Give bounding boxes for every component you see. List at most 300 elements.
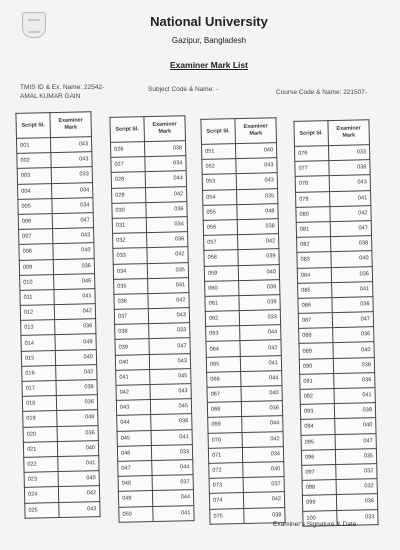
examiner-mark: 043 [236, 158, 277, 174]
table-row [22, 364, 97, 381]
examiner-mark: 034 [52, 197, 93, 213]
examiner-mark: 035 [147, 262, 188, 278]
examiner-mark: 036 [333, 327, 374, 343]
table-row [115, 353, 190, 370]
script-number: 060 [205, 280, 239, 296]
examiner-mark: 044 [152, 460, 193, 476]
table-row [113, 262, 188, 279]
table-row [112, 186, 187, 203]
table-row [24, 486, 99, 503]
script-number: 065 [206, 356, 240, 372]
script-number: 047 [118, 460, 152, 476]
table-row [201, 143, 276, 160]
table-row [202, 158, 277, 175]
examiner-mark: 045 [150, 368, 191, 384]
script-number: 001 [16, 138, 50, 154]
examiner-mark: 037 [243, 477, 284, 493]
table-row [20, 304, 95, 321]
script-number: 011 [20, 289, 54, 305]
table-row [202, 173, 277, 190]
examiner-mark: 036 [334, 372, 375, 388]
examiner-mark: 038 [329, 160, 370, 176]
examiner-mark: 036 [331, 266, 372, 282]
script-number: 027 [111, 157, 145, 173]
table-row [204, 234, 279, 251]
examiner-mark: 042 [240, 340, 281, 356]
script-number: 057 [204, 235, 238, 251]
table-header-row [110, 116, 186, 143]
table-row [21, 349, 96, 366]
script-number: 056 [203, 220, 237, 236]
examiner-mark: 043 [150, 384, 191, 400]
table-row [207, 386, 282, 403]
script-number: 084 [297, 267, 331, 283]
table-row [20, 273, 95, 290]
script-number: 085 [298, 282, 332, 298]
examiner-mark: 040 [238, 264, 279, 280]
script-number: 074 [209, 493, 243, 509]
table-row [298, 297, 373, 314]
examiner-mark: 038 [144, 141, 185, 157]
table-row [116, 399, 191, 416]
script-header: Script Sl. [110, 117, 145, 143]
examiner-mark: 036 [57, 425, 98, 441]
table-row [18, 182, 93, 199]
script-number: 028 [111, 172, 145, 188]
signature-label: Examiner's Signature & Date [273, 521, 357, 528]
table-row [117, 429, 192, 446]
examiner-mark: 040 [243, 462, 284, 478]
table-row [112, 201, 187, 218]
script-number: 012 [20, 305, 54, 321]
mark-header: Examiner Mark [144, 116, 186, 142]
table-header-row [294, 120, 370, 147]
examiner-mark: 042 [243, 492, 284, 508]
table-row [297, 266, 372, 283]
table-row [207, 401, 282, 418]
examiner-mark: 039 [239, 279, 280, 295]
examiner-mark: 034 [52, 182, 93, 198]
table-row [205, 295, 280, 312]
examiner-mark: 045 [150, 399, 191, 415]
examiner-mark: 040 [235, 143, 276, 159]
university-location: Gazipur, Bangladesh [171, 36, 247, 45]
table-row [301, 433, 376, 450]
examiner-mark: 036 [147, 232, 188, 248]
table-row [302, 464, 377, 481]
script-number: 088 [299, 328, 333, 344]
table-row [206, 325, 281, 342]
table-row [294, 145, 369, 162]
examiner-mark: 047 [52, 213, 93, 229]
script-number: 069 [208, 417, 242, 433]
script-number: 089 [299, 343, 333, 359]
script-number: 023 [24, 472, 58, 488]
table-row [297, 236, 372, 253]
script-number: 054 [203, 189, 237, 205]
examiner-mark: 042 [242, 431, 283, 447]
table-row [206, 340, 281, 357]
examiner-mark: 042 [330, 205, 371, 221]
table-row [209, 477, 284, 494]
examiner-mark: 033 [328, 145, 369, 161]
table-row [25, 501, 100, 518]
examiner-mark: 043 [53, 228, 94, 244]
table-row [119, 505, 194, 522]
table-row [297, 251, 372, 268]
script-number: 090 [299, 358, 333, 374]
script-number: 046 [117, 445, 151, 461]
table-row [299, 327, 374, 344]
examiner-mark: 048 [57, 410, 98, 426]
table-row [209, 492, 284, 509]
examiner-mark: 039 [244, 507, 285, 523]
script-number: 066 [207, 371, 241, 387]
script-number: 093 [300, 404, 334, 420]
script-number: 080 [296, 206, 330, 222]
table-row [114, 277, 189, 294]
table-row [295, 175, 370, 192]
examiner-mark: 041 [148, 277, 189, 293]
script-number: 039 [115, 339, 149, 355]
examiner-mark: 049 [55, 334, 96, 350]
table-row [203, 219, 278, 236]
examiner-mark: 047 [332, 312, 373, 328]
table-row [118, 490, 193, 507]
script-number: 048 [118, 476, 152, 492]
table-row [204, 264, 279, 281]
examiner-mark: 042 [147, 247, 188, 263]
examiner-mark: 047 [149, 338, 190, 354]
examiner-mark: 038 [237, 219, 278, 235]
script-number: 045 [117, 430, 151, 446]
script-number: 070 [208, 432, 242, 448]
examiner-mark: 044 [240, 325, 281, 341]
table-row [114, 308, 189, 325]
examiner-mark: 044 [145, 171, 186, 187]
examiner-mark: 041 [58, 456, 99, 472]
examiner-mark: 033 [239, 310, 280, 326]
table-row [302, 479, 377, 496]
table-row [19, 228, 94, 245]
examiner-mark: 034 [242, 446, 283, 462]
table-row [17, 152, 92, 169]
script-number: 017 [22, 381, 56, 397]
mark-table [200, 117, 285, 524]
table-row [301, 448, 376, 465]
examiner-mark: 034 [146, 217, 187, 233]
table-row [23, 440, 98, 457]
script-number: 008 [19, 244, 53, 260]
examiner-mark: 044 [152, 490, 193, 506]
examiner-mark: 048 [237, 203, 278, 219]
script-number: 075 [210, 508, 244, 524]
table-row [208, 416, 283, 433]
script-number: 019 [23, 411, 57, 427]
script-number: 050 [119, 506, 153, 522]
examiner-mark: 041 [334, 388, 375, 404]
script-number: 042 [116, 385, 150, 401]
table-row [296, 190, 371, 207]
table-row [111, 171, 186, 188]
examiner-mark: 040 [53, 243, 94, 259]
examiner-mark: 035 [335, 448, 376, 464]
script-number: 072 [209, 462, 243, 478]
examiner-mark: 041 [240, 355, 281, 371]
examiner-mark: 043 [236, 173, 277, 189]
script-number: 067 [207, 387, 241, 403]
script-number: 041 [116, 369, 150, 385]
script-number: 095 [301, 434, 335, 450]
script-number: 007 [19, 229, 53, 245]
script-number: 033 [113, 248, 147, 264]
examiner-mark: 038 [333, 357, 374, 373]
script-number: 043 [116, 400, 150, 416]
script-header: Script Sl. [294, 121, 329, 147]
table-row [24, 456, 99, 473]
examiner-mark: 043 [51, 152, 92, 168]
table-row [115, 323, 190, 340]
table-row [300, 372, 375, 389]
examiner-mark: 036 [241, 401, 282, 417]
script-number: 087 [298, 313, 332, 329]
script-number: 025 [25, 502, 59, 518]
examiner-mark: 038 [331, 236, 372, 252]
script-number: 082 [297, 237, 331, 253]
examiner-mark: 035 [237, 188, 278, 204]
script-header: Script Sl. [16, 113, 51, 139]
script-number: 022 [24, 456, 58, 472]
script-number: 049 [118, 491, 152, 507]
examiner-mark: 046 [54, 273, 95, 289]
script-header: Script Sl. [201, 119, 236, 145]
script-number: 059 [204, 265, 238, 281]
examiner-mark: 036 [151, 414, 192, 430]
mark-header: Examiner Mark [235, 118, 277, 144]
script-number: 062 [205, 311, 239, 327]
examiner-mark: 040 [335, 418, 376, 434]
examiner-mark: 040 [241, 386, 282, 402]
examiner-mark: 040 [331, 251, 372, 267]
table-row [209, 462, 284, 479]
table-row [296, 221, 371, 238]
script-number: 005 [18, 198, 52, 214]
script-number: 063 [206, 326, 240, 342]
examiner-mark: 043 [148, 308, 189, 324]
script-number: 071 [208, 447, 242, 463]
script-number: 096 [301, 449, 335, 465]
script-number: 092 [300, 389, 334, 405]
examiner-mark: 039 [334, 403, 375, 419]
script-number: 010 [20, 274, 54, 290]
examiner-mark: 041 [332, 281, 373, 297]
script-number: 078 [295, 176, 329, 192]
script-number: 016 [22, 365, 56, 381]
script-number: 040 [115, 354, 149, 370]
script-number: 021 [23, 441, 57, 457]
examiner-mark: 043 [50, 137, 91, 153]
script-number: 006 [18, 214, 52, 230]
examiner-mark: 033 [337, 509, 378, 525]
course-code-label: Course Code & Name: 221507- [276, 89, 368, 96]
table-row [23, 425, 98, 442]
examiner-mark: 041 [330, 190, 371, 206]
script-number: 030 [112, 202, 146, 218]
examiner-mark: 041 [151, 429, 192, 445]
script-number: 061 [205, 295, 239, 311]
mark-header: Examiner Mark [328, 120, 370, 146]
examiner-mark: 043 [329, 175, 370, 191]
table-row [24, 471, 99, 488]
script-number: 051 [201, 144, 235, 160]
script-number: 100 [303, 510, 337, 526]
script-number: 053 [202, 174, 236, 190]
examiner-mark: 033 [149, 323, 190, 339]
table-row [111, 156, 186, 173]
script-number: 081 [296, 222, 330, 238]
table-row [19, 258, 94, 275]
table-row [117, 444, 192, 461]
examiner-mark: 041 [153, 505, 194, 521]
table-row [22, 380, 97, 397]
script-number: 068 [207, 402, 241, 418]
script-number: 055 [203, 204, 237, 220]
script-number: 036 [114, 293, 148, 309]
table-row [19, 243, 94, 260]
university-title: National University [150, 14, 268, 29]
examiner-mark: 036 [332, 297, 373, 313]
table-row [118, 475, 193, 492]
script-number: 038 [115, 324, 149, 340]
examiner-mark: 041 [54, 289, 95, 305]
table-row [21, 319, 96, 336]
table-row [296, 205, 371, 222]
script-number: 014 [21, 335, 55, 351]
mark-table [109, 115, 194, 522]
examiner-mark: 039 [56, 380, 97, 396]
script-number: 099 [302, 495, 336, 511]
examiner-mark: 036 [336, 494, 377, 510]
examiner-mark: 036 [56, 395, 97, 411]
examiner-mark: 044 [242, 416, 283, 432]
table-row [113, 247, 188, 264]
script-number: 029 [112, 187, 146, 203]
script-number: 009 [19, 259, 53, 275]
script-number: 020 [23, 426, 57, 442]
script-number: 034 [113, 263, 147, 279]
script-number: 083 [297, 252, 331, 268]
examiner-mark: 043 [59, 501, 100, 517]
subject-code-label: Subject Code & Name: - [148, 86, 219, 93]
table-row [116, 384, 191, 401]
examiner-mark: 039 [238, 249, 279, 265]
table-row [299, 342, 374, 359]
examiner-mark: 042 [238, 234, 279, 250]
script-number: 076 [294, 146, 328, 162]
examiner-mark: 040 [333, 342, 374, 358]
script-number: 002 [17, 153, 51, 169]
table-row [298, 312, 373, 329]
script-number: 086 [298, 297, 332, 313]
script-number: 079 [296, 191, 330, 207]
mark-table [293, 119, 378, 526]
table-row [208, 446, 283, 463]
examiner-mark: 036 [146, 201, 187, 217]
script-number: 052 [202, 159, 236, 175]
examiner-mark: 033 [151, 444, 192, 460]
script-number: 098 [302, 480, 336, 496]
examiner-mark: 040 [57, 440, 98, 456]
script-number: 097 [302, 464, 336, 480]
table-row [16, 137, 91, 154]
examiner-mark: 042 [148, 293, 189, 309]
table-row [18, 213, 93, 230]
script-number: 003 [17, 168, 51, 184]
table-row [299, 357, 374, 374]
table-row [300, 403, 375, 420]
script-number: 015 [21, 350, 55, 366]
table-row [298, 281, 373, 298]
table-row [301, 418, 376, 435]
examiner-mark: 033 [51, 167, 92, 183]
tmis-id-label: TMIS ID & Ex. Name: 22542- [20, 84, 105, 91]
table-row [21, 334, 96, 351]
script-number: 094 [301, 419, 335, 435]
examiner-mark: 040 [55, 349, 96, 365]
table-row [112, 217, 187, 234]
table-row [110, 141, 185, 158]
script-number: 024 [24, 487, 58, 503]
script-number: 073 [209, 478, 243, 494]
script-number: 044 [117, 415, 151, 431]
script-number: 004 [18, 183, 52, 199]
script-number: 077 [295, 161, 329, 177]
script-number: 064 [206, 341, 240, 357]
examiner-mark: 032 [336, 479, 377, 495]
examiner-mark: 042 [56, 364, 97, 380]
table-row [17, 167, 92, 184]
list-title: Examiner Mark List [170, 60, 248, 70]
table-row [208, 431, 283, 448]
examiner-mark: 034 [145, 156, 186, 172]
table-row [113, 232, 188, 249]
table-row [118, 460, 193, 477]
examiner-mark: 047 [335, 433, 376, 449]
table-row [203, 188, 278, 205]
table-row [117, 414, 192, 431]
script-number: 026 [110, 142, 144, 158]
script-number: 058 [204, 250, 238, 266]
table-header-row [16, 112, 92, 139]
script-number: 013 [21, 320, 55, 336]
table-row [302, 494, 377, 511]
mark-table [15, 111, 100, 518]
table-row [18, 197, 93, 214]
table-row [114, 293, 189, 310]
script-number: 032 [113, 233, 147, 249]
table-row [205, 279, 280, 296]
table-row [20, 289, 95, 306]
table-row [204, 249, 279, 266]
script-number: 035 [114, 278, 148, 294]
table-row [116, 368, 191, 385]
examiner-mark: 043 [149, 353, 190, 369]
examiner-mark: 042 [54, 304, 95, 320]
table-row [203, 203, 278, 220]
table-row [205, 310, 280, 327]
examiner-name: AMAL KUMAR GAIN [20, 93, 81, 100]
table-row [22, 395, 97, 412]
